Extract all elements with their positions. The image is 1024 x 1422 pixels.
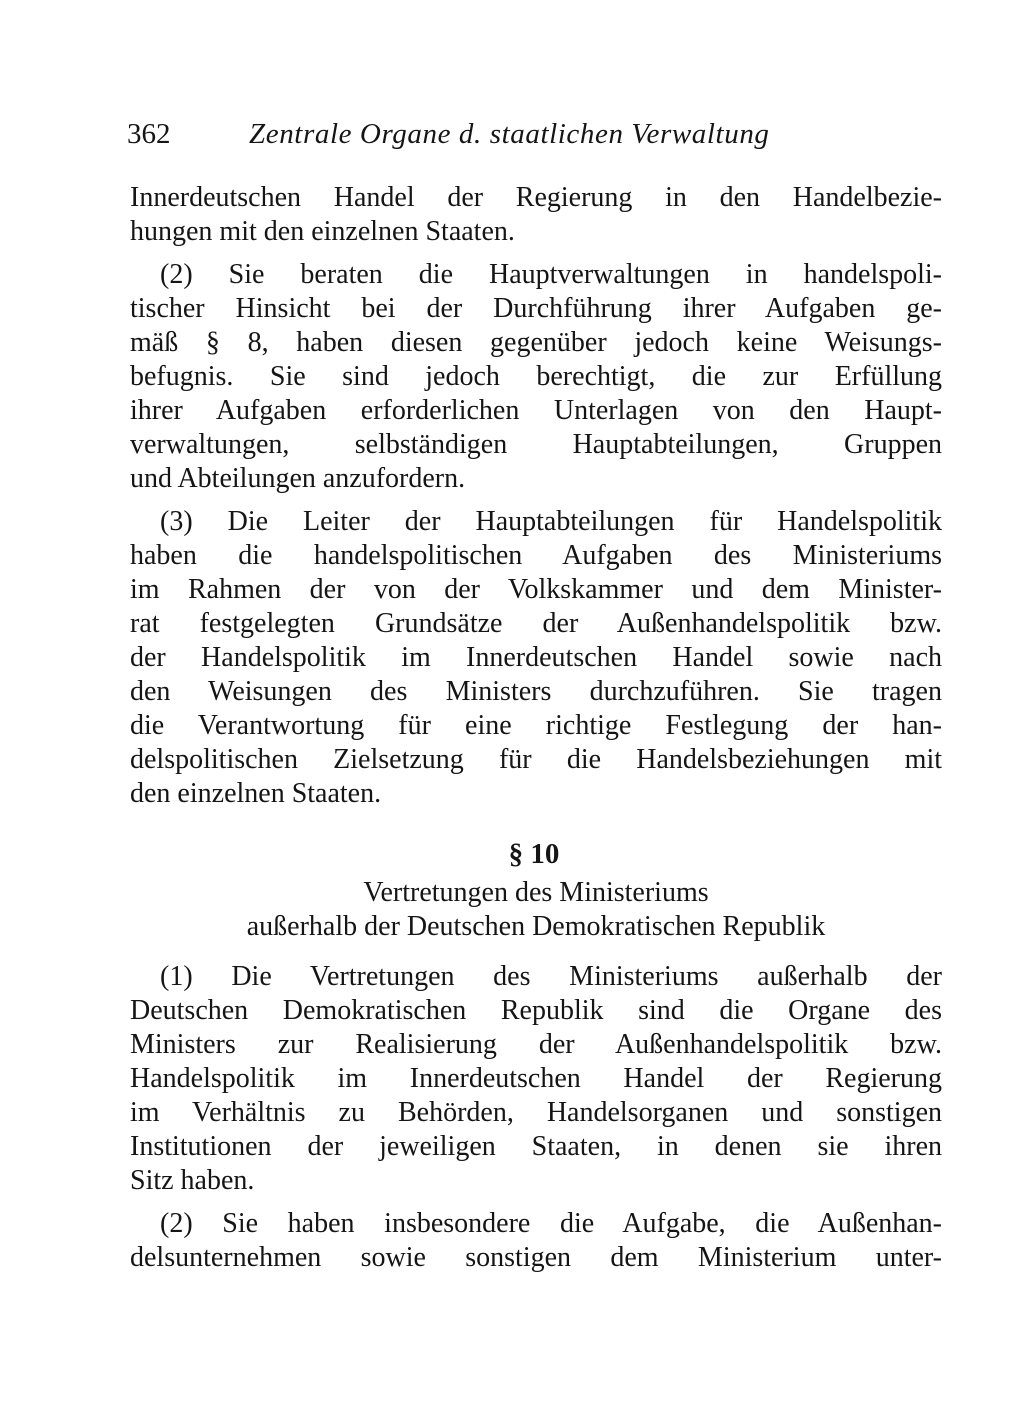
text-line: haben die handelspolitischen Aufgaben des Ministeriums — [130, 540, 942, 571]
text-line: Handelspolitik im Innerdeutschen Handel der Regierung — [130, 1063, 942, 1094]
text-line: befugnis. Sie sind jedoch berechtigt, die zur Erfüllung — [130, 361, 942, 392]
text-line: und Abteilungen anzufordern. — [130, 463, 466, 494]
text-line: rat festgelegten Grundsätze der Außenhandelspolitik bzw. — [130, 608, 942, 639]
text-line: im Rahmen der von der Volkskammer und dem Minister- — [130, 574, 942, 605]
text-line: der Handelspolitik im Innerdeutschen Handel sowie nach — [130, 642, 942, 673]
text-line: Innerdeutschen Handel der Regierung in den Handelbezie- — [130, 182, 942, 213]
text-line: Deutschen Demokratischen Republik sind die Organe des — [130, 995, 942, 1026]
page-number: 362 — [127, 118, 171, 150]
text-line: (3) Die Leiter der Hauptabteilungen für Handelspolitik — [160, 506, 942, 537]
page-header — [127, 112, 827, 156]
text-line: Ministers zur Realisierung der Außenhandelspolitik bzw. — [130, 1029, 942, 1060]
section-heading: außerhalb der Deutschen Demokratischen Republik — [246, 911, 826, 942]
text-line: Institutionen der jeweiligen Staaten, in denen sie ihren — [130, 1131, 942, 1162]
text-line: mäß § 8, haben diesen gegenüber jedoch keine Weisungs- — [130, 327, 942, 358]
text-line: (2) Sie beraten die Hauptverwaltungen in handelspoli- — [160, 259, 942, 290]
section-mark: § 10 — [508, 838, 560, 870]
text-line: delsunternehmen sowie sonstigen dem Ministerium unter- — [130, 1242, 942, 1273]
text-line: ihrer Aufgaben erforderlichen Unterlagen von den Haupt- — [130, 395, 942, 426]
text-line: (1) Die Vertretungen des Ministeriums außerhalb der — [160, 961, 942, 992]
section-heading: Vertretungen des Ministeriums — [363, 877, 709, 908]
text-line: den einzelnen Staaten. — [130, 778, 382, 809]
text-line: (2) Sie haben insbesondere die Aufgabe, die Außenhan- — [160, 1208, 942, 1239]
running-title: Zentrale Organe d. staatlichen Verwaltung — [249, 118, 770, 150]
text-line: verwaltungen, selbständigen Hauptabteilungen, Gruppen — [130, 429, 942, 460]
text-line: den Weisungen des Ministers durchzuführen. Sie tragen — [130, 676, 942, 707]
text-line: im Verhältnis zu Behörden, Handelsorganen und sonstigen — [130, 1097, 942, 1128]
text-line: delspolitischen Zielsetzung für die Handelsbeziehungen mit — [130, 744, 942, 775]
text-line: die Verantwortung für eine richtige Festlegung der han- — [130, 710, 942, 741]
text-line: hungen mit den einzelnen Staaten. — [130, 216, 515, 247]
text-line: tischer Hinsicht bei der Durchführung ihrer Aufgaben ge- — [130, 293, 942, 324]
text-line: Sitz haben. — [130, 1165, 255, 1196]
